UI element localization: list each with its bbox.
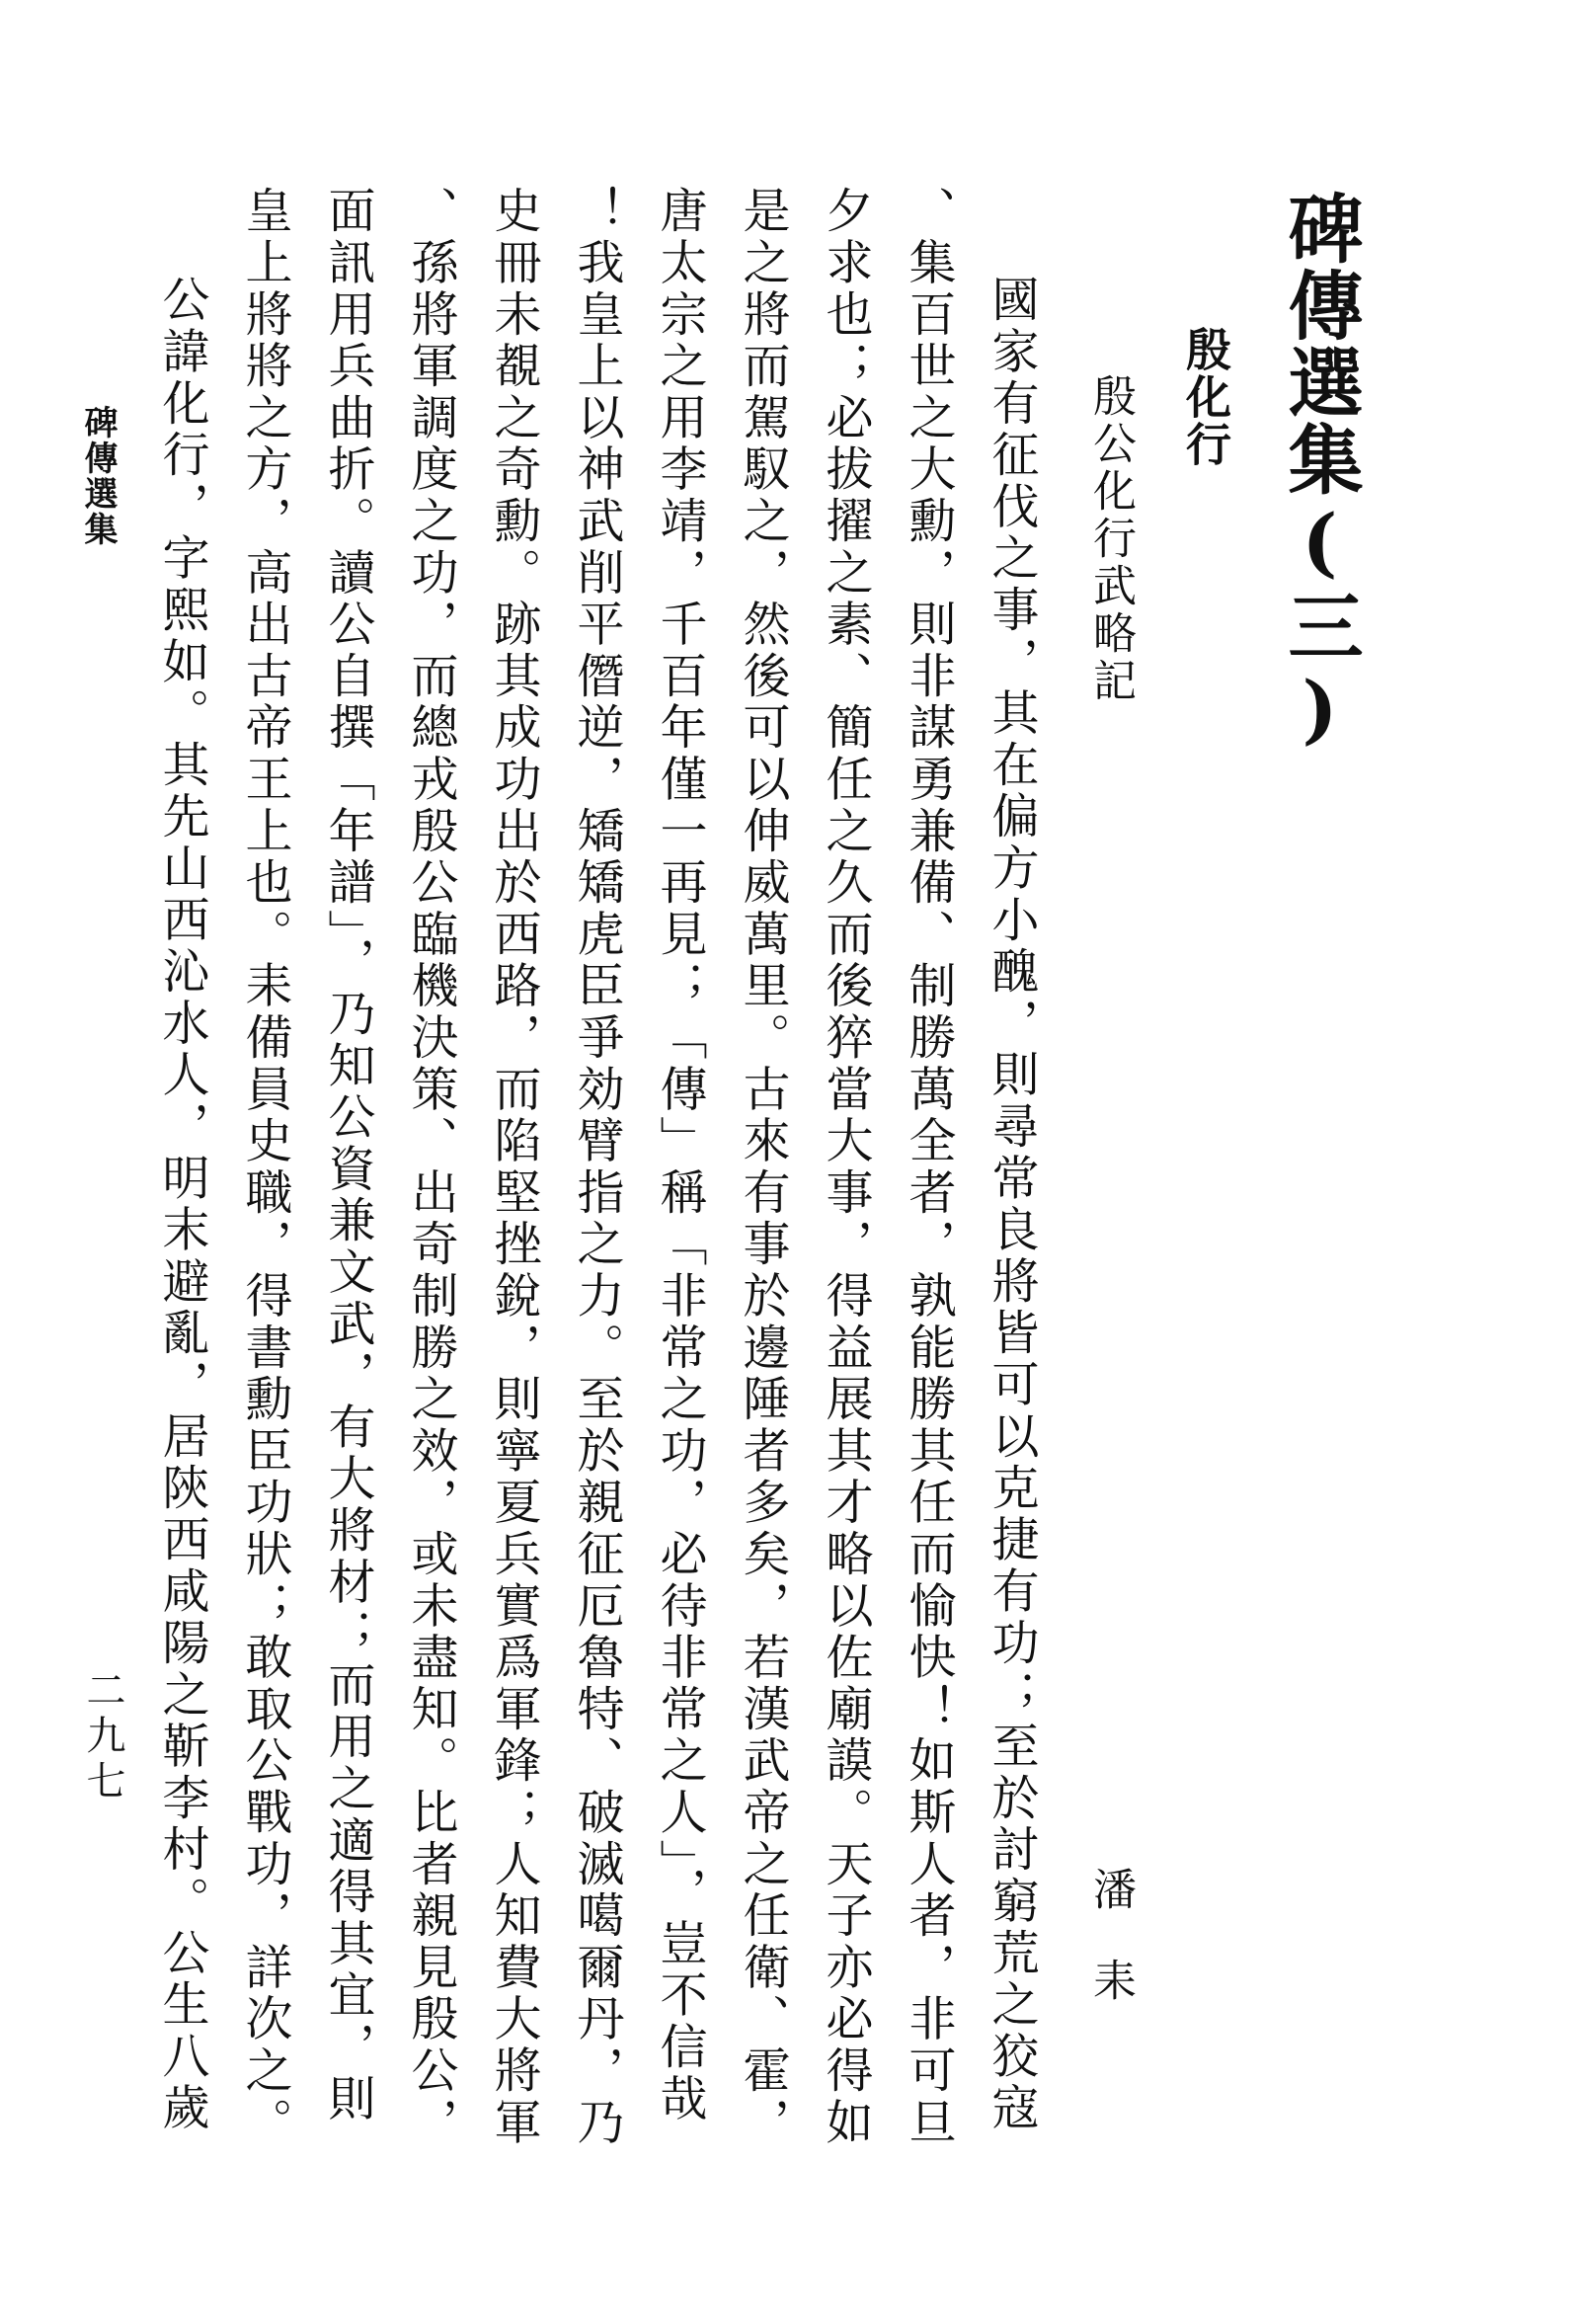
body-column: 面訊用兵曲折。讀公自撰「年譜」，乃知公資兼文武，有大將材；而用之適得其宜，則 [320,186,375,2125]
book-title: 碑傳選集(三) [1276,190,1364,755]
body-column: 公諱化行，字熙如。其先山西沁水人，明末避亂，居陝西咸陽之靳李村。公生八歲 [154,275,209,2134]
body-column: 是之將而駕馭之，然後可以伸威萬里。古來有事於邊陲者多矣，若漢武帝之任衛、霍， [735,186,790,2149]
body-column: 、孫將軍調度之功，而總戎殷公臨機決策、出奇制勝之效，或未盡知。比者親見殷公， [403,186,458,2149]
article-title: 殷公化行武略記 [1085,373,1136,705]
body-column: 唐太宗之用李靖，千百年僅一再見；「傳」稱「非常之功，必待非常之人」，豈不信哉 [652,186,707,2125]
body-column: 史冊未覩之奇勳。跡其成功出於西路，而陷堅挫銳，則寧夏兵實爲軍鋒；人知費大將軍 [486,186,541,2149]
page-number: 二九七 [80,1669,125,1805]
body-column: 、集百世之大勳，則非謀勇兼備、制勝萬全者，孰能勝其任而愉快！如斯人者，非可旦 [901,186,956,2149]
body-column: ！我皇上以神武削平僭逆，矯矯虎臣爭効臂指之力。至於親征厄魯特、破滅噶爾丹，乃 [569,186,624,2149]
body-column: 皇上將將之方，高出古帝王上也。耒備員史職，得書勳臣功狀；敢取公戰功，詳次之。 [237,186,292,2149]
running-footer-book-name: 碑傳選集 [78,405,118,547]
section-title: 殷化行 [1179,326,1232,468]
body-column: 夕求也；必拔擢之素、簡任之久而後猝當大事，得益展其才略以佐廟謨。天子亦必得如 [818,186,873,2149]
body-column: 國家有征伐之事，其在偏方小醜，則尋常良將皆可以克捷有功；至於討窮荒之狡寇 [984,275,1039,2134]
author-name: 潘耒 [1085,1867,1136,2048]
